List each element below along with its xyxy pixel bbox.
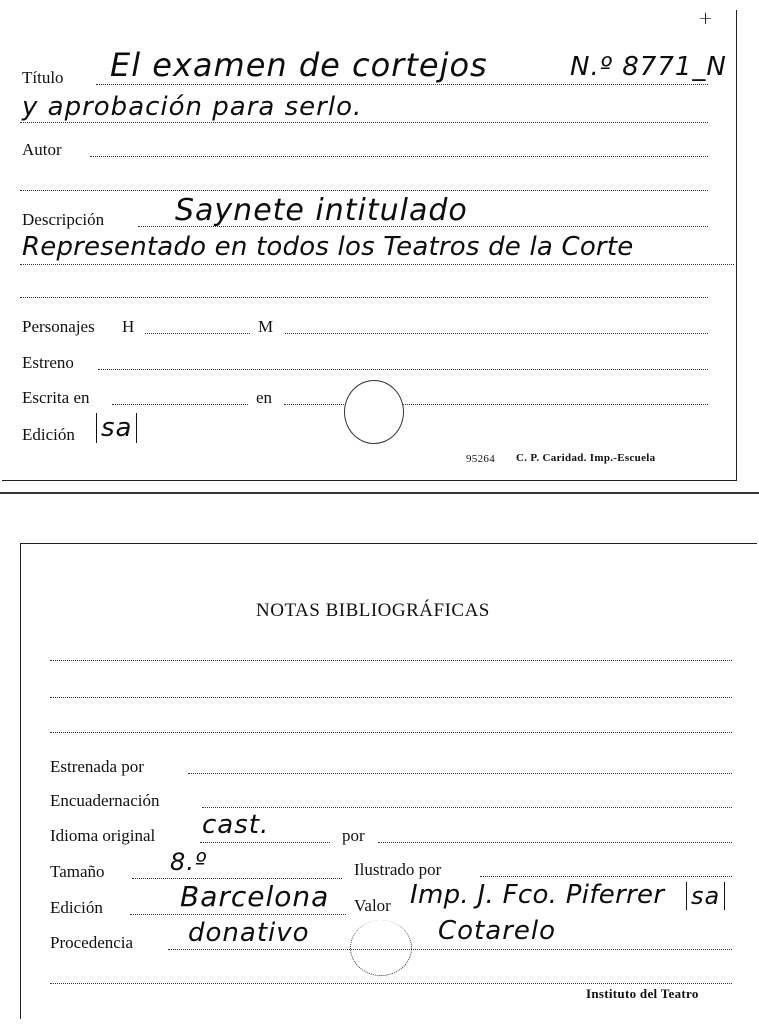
autor-line	[90, 156, 708, 157]
descripcion-label: Descripción	[22, 210, 105, 229]
personajes-m-line	[285, 333, 708, 334]
titulo-line-2	[20, 122, 708, 123]
printer-name: C. P. Caridad. Imp.-Escuela	[516, 452, 656, 464]
autor-line-2	[20, 190, 708, 191]
titulo-label: Título	[22, 68, 64, 87]
valor-label: Valor	[354, 896, 391, 915]
notas-line-3	[50, 732, 732, 733]
escrita-line-1	[112, 404, 248, 405]
encuadernacion-line	[202, 807, 732, 808]
edicion-back-value: Barcelona	[180, 880, 330, 913]
autor-label: Autor	[22, 140, 62, 159]
notas-heading: NOTAS BIBLIOGRÁFICAS	[256, 600, 490, 621]
tamano-value: 8.º	[170, 848, 208, 876]
estreno-line	[98, 369, 708, 370]
personajes-label: Personajes	[22, 317, 95, 336]
estreno-label: Estreno	[22, 353, 74, 372]
tamano-label: Tamaño	[50, 862, 105, 881]
encuadernacion-label: Encuadernación	[50, 791, 160, 810]
valor-bracket-value: sa	[686, 882, 725, 910]
descripcion-line-3	[20, 297, 708, 298]
procedencia-value-2: Cotarelo	[438, 916, 557, 946]
procedencia-line	[168, 949, 732, 950]
idioma-por-label: por	[342, 826, 365, 845]
punch-hole-back	[350, 920, 412, 976]
printer-code: 95264	[466, 453, 495, 465]
edicion-back-label: Edición	[50, 898, 103, 917]
edicion-label: Edición	[22, 425, 75, 444]
titulo-value-2: y aprobación para serlo.	[22, 92, 363, 122]
personajes-h-line	[145, 333, 250, 334]
idioma-line	[200, 842, 330, 843]
tamano-line	[132, 878, 342, 879]
valor-value: Imp. J. Fco. Piferrer	[410, 880, 665, 910]
idioma-value: cast.	[202, 810, 270, 840]
escrita-label: Escrita en	[22, 388, 90, 407]
descripcion-value-2: Representado en todos los Teatros de la Corte	[22, 232, 634, 262]
edicion-value: sa	[96, 413, 137, 443]
personajes-m-label: M	[258, 317, 274, 336]
descripcion-value-1: Saynete intitulado	[175, 193, 468, 228]
descripcion-line-2	[20, 264, 734, 265]
escrita-en-label: en	[256, 388, 273, 407]
estrenada-line	[188, 773, 732, 774]
edicion-back-line	[130, 914, 346, 915]
procedencia-label: Procedencia	[50, 933, 134, 952]
procedencia-line-2	[50, 983, 732, 984]
notas-line-1	[50, 660, 732, 661]
ilustrado-label: Ilustrado por	[354, 860, 442, 879]
personajes-h-label: H	[122, 317, 135, 336]
footer-institute: Instituto del Teatro	[586, 986, 699, 1001]
idioma-label: Idioma original	[50, 826, 156, 845]
numero-value: N.º 8771_N	[570, 52, 727, 82]
ilustrado-line	[480, 876, 732, 877]
separator-line	[0, 492, 759, 494]
titulo-line-1	[96, 84, 708, 85]
punch-hole-front	[344, 380, 404, 444]
titulo-value-1: El examen de cortejos	[110, 46, 488, 84]
idioma-por-line	[378, 842, 732, 843]
notas-line-2	[50, 697, 732, 698]
procedencia-value: donativo	[188, 918, 310, 948]
corner-mark: +	[698, 8, 715, 29]
estrenada-label: Estrenada por	[50, 757, 144, 776]
